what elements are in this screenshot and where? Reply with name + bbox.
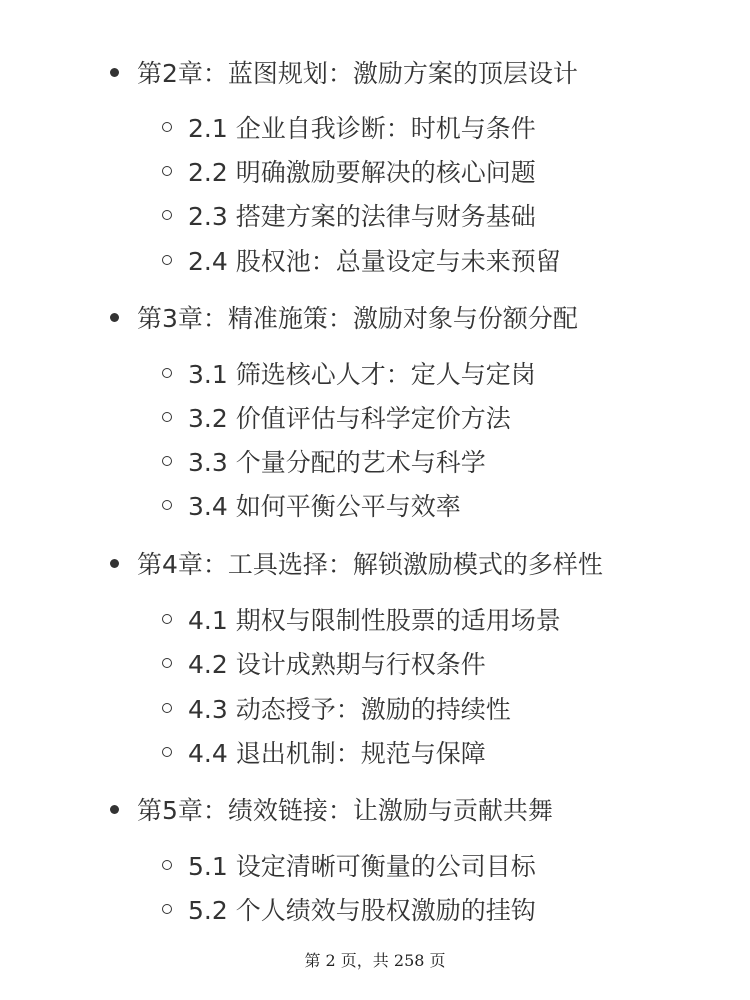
- chapter-item: [110, 789, 553, 829]
- section-title: 3.4 如何平衡公平与效率: [188, 492, 461, 521]
- hollow-bullet-icon: [162, 747, 172, 757]
- section-item: [162, 732, 486, 772]
- chapter-title: 第5章：绩效链接：让激励与贡献共舞: [137, 796, 553, 825]
- section-item: [162, 688, 511, 728]
- hollow-bullet-icon: [162, 614, 172, 624]
- section-item: [162, 240, 561, 280]
- hollow-bullet-icon: [162, 904, 172, 914]
- hollow-bullet-icon: [162, 658, 172, 668]
- hollow-bullet-icon: [162, 456, 172, 466]
- section-title: 3.2 价值评估与科学定价方法: [188, 404, 511, 433]
- hollow-bullet-icon: [162, 412, 172, 422]
- chapter-item: [110, 543, 603, 583]
- section-item: [162, 195, 536, 235]
- section-title: 2.4 股权池：总量设定与未来预留: [188, 247, 561, 276]
- section-item: [162, 107, 536, 147]
- section-item: [162, 397, 511, 437]
- section-title: 5.1 设定清晰可衡量的公司目标: [188, 852, 536, 881]
- section-title: 2.3 搭建方案的法律与财务基础: [188, 202, 536, 231]
- chapter-title: 第4章：工具选择：解锁激励模式的多样性: [137, 550, 603, 579]
- section-item: [162, 353, 536, 393]
- section-item: [162, 441, 486, 481]
- hollow-bullet-icon: [162, 210, 172, 220]
- hollow-bullet-icon: [162, 255, 172, 265]
- section-title: 3.1 筛选核心人才：定人与定岗: [188, 360, 536, 389]
- chapter-item: [110, 52, 578, 92]
- hollow-bullet-icon: [162, 166, 172, 176]
- hollow-bullet-icon: [162, 703, 172, 713]
- chapter-item: [110, 297, 578, 337]
- section-item: [162, 845, 536, 885]
- hollow-bullet-icon: [162, 368, 172, 378]
- section-item: [162, 485, 461, 525]
- chapter-title: 第2章：蓝图规划：激励方案的顶层设计: [137, 59, 578, 88]
- section-title: 4.3 动态授予：激励的持续性: [188, 695, 511, 724]
- page-number: 第 2 页，共 258 页: [304, 951, 446, 970]
- filled-bullet-icon: [110, 805, 119, 814]
- filled-bullet-icon: [110, 68, 119, 77]
- section-title: 4.2 设计成熟期与行权条件: [188, 650, 486, 679]
- section-title: 4.1 期权与限制性股票的适用场景: [188, 606, 561, 635]
- chapter-title: 第3章：精准施策：激励对象与份额分配: [137, 304, 578, 333]
- section-item: [162, 151, 536, 191]
- section-item: [162, 643, 486, 683]
- section-title: 5.2 个人绩效与股权激励的挂钩: [188, 896, 536, 925]
- section-title: 3.3 个量分配的艺术与科学: [188, 448, 486, 477]
- filled-bullet-icon: [110, 313, 119, 322]
- hollow-bullet-icon: [162, 122, 172, 132]
- section-item: [162, 889, 536, 929]
- section-title: 2.1 企业自我诊断：时机与条件: [188, 114, 536, 143]
- section-item: [162, 599, 561, 639]
- section-title: 2.2 明确激励要解决的核心问题: [188, 158, 536, 187]
- hollow-bullet-icon: [162, 860, 172, 870]
- hollow-bullet-icon: [162, 500, 172, 510]
- section-title: 4.4 退出机制：规范与保障: [188, 739, 486, 768]
- filled-bullet-icon: [110, 559, 119, 568]
